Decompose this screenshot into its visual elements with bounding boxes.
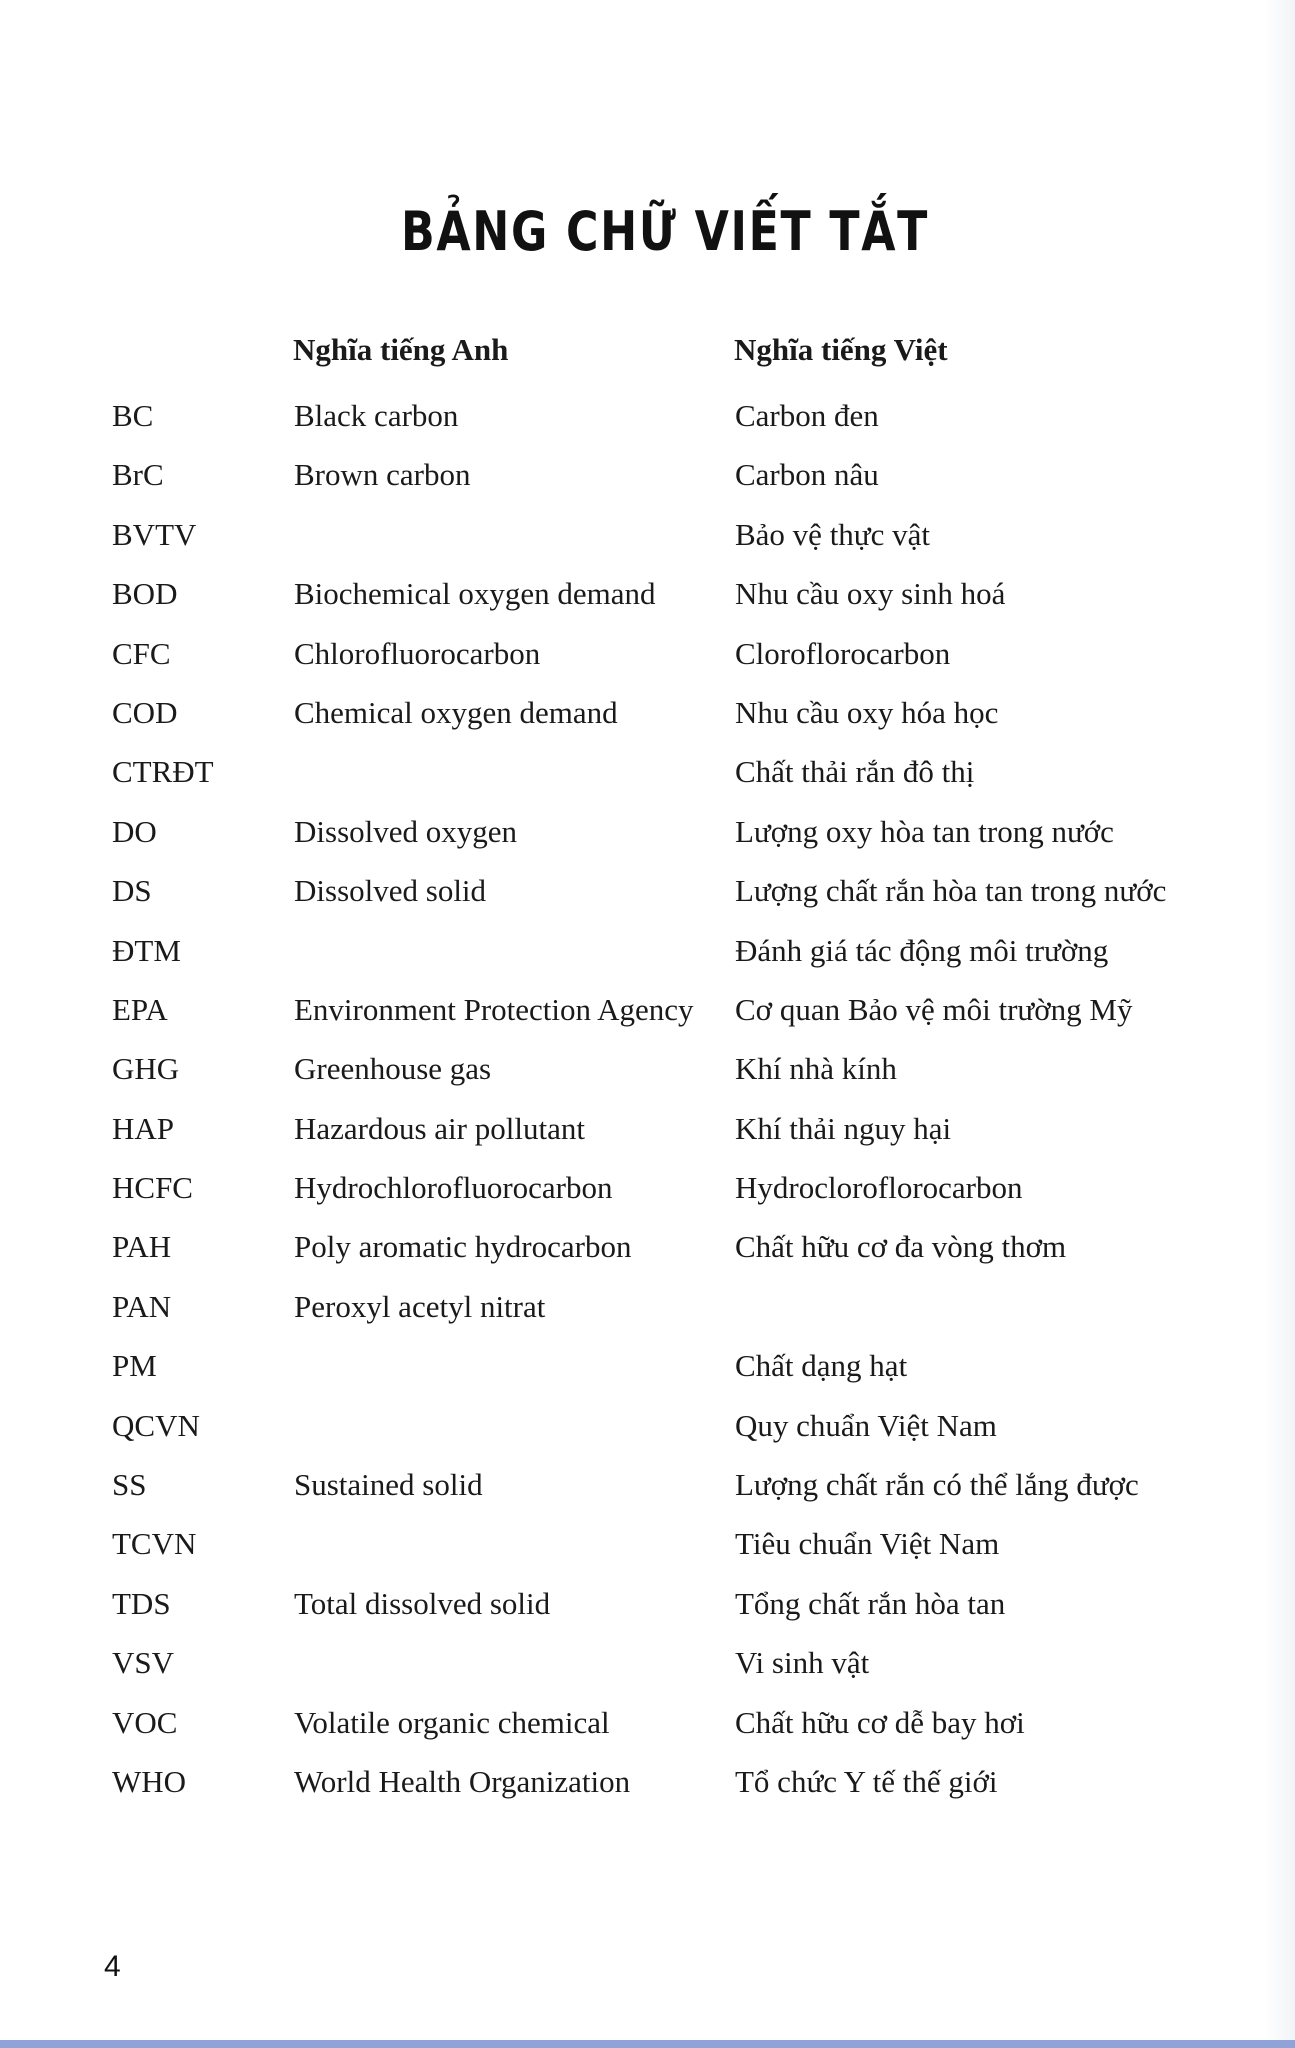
english-meaning: Hydrochlorofluorocarbon [294,1170,613,1206]
table-row [0,746,1295,805]
table-row [0,1697,1295,1756]
table-row [0,1518,1295,1577]
abbreviation: CFC [112,635,171,671]
abbreviation: ĐTM [112,932,181,968]
abbreviation: COD [112,694,178,730]
abbreviation: BrC [112,457,164,493]
vietnamese-meaning: Chất dạng hạt [735,1348,908,1384]
english-meaning: Peroxyl acetyl nitrat [294,1288,546,1324]
vietnamese-meaning: Tổ chức Y tế thế giới [735,1763,998,1799]
abbreviation: VOC [112,1704,178,1740]
vietnamese-meaning: Cloroflorocarbon [735,635,951,671]
vietnamese-meaning: Chất hữu cơ đa vòng thơm [735,1229,1067,1265]
english-meaning: Poly aromatic hydrocarbon [294,1229,632,1265]
table-row [0,1400,1295,1459]
english-meaning: Environment Protection Agency [294,991,694,1027]
abbreviation: SS [112,1467,147,1503]
abbreviation-table [0,390,1295,1815]
table-row [0,568,1295,627]
table-row [0,449,1295,508]
vietnamese-meaning: Bảo vệ thực vật [735,516,930,552]
english-meaning: Dissolved oxygen [294,813,518,849]
vietnamese-meaning: Tổng chất rắn hòa tan [735,1585,1006,1621]
column-header-english: Nghĩa tiếng Anh [293,332,509,367]
table-row [0,806,1295,865]
table-row [0,1756,1295,1815]
table-row [0,1340,1295,1399]
vietnamese-meaning: Lượng chất rắn có thể lắng được [735,1467,1139,1503]
table-row [0,390,1295,449]
vietnamese-meaning: Quy chuẩn Việt Nam [735,1407,997,1443]
abbreviation: EPA [112,991,168,1027]
vietnamese-meaning: Carbon đen [735,398,879,433]
abbreviation: TDS [112,1585,171,1621]
abbreviation: DS [112,873,152,909]
vietnamese-meaning: Cơ quan Bảo vệ môi trường Mỹ [735,991,1133,1027]
english-meaning: Black carbon [294,398,459,433]
vietnamese-meaning: Lượng oxy hòa tan trong nước [735,813,1114,849]
english-meaning: World Health Organization [294,1763,631,1799]
table-row [0,865,1295,924]
abbreviation: BOD [112,576,178,612]
table-row [0,1578,1295,1637]
english-meaning: Chlorofluorocarbon [294,635,541,671]
page-title: BẢNG CHỮ VIẾT TẮT [401,200,929,263]
vietnamese-meaning: Chất thải rắn đô thị [735,754,975,790]
abbreviation: VSV [112,1645,175,1681]
vietnamese-meaning: Đánh giá tác động môi trường [735,932,1109,968]
table-row [0,1281,1295,1340]
english-meaning: Brown carbon [294,457,471,493]
table-row [0,687,1295,746]
abbreviation: TCVN [112,1526,197,1562]
table-row [0,509,1295,568]
table-row [0,1459,1295,1518]
table-row [0,1043,1295,1102]
table-row [0,984,1295,1043]
english-meaning: Dissolved solid [294,873,487,909]
abbreviation: PM [112,1348,157,1384]
abbreviation: BC [112,398,154,433]
scan-border [0,2040,1295,2048]
table-row [0,1221,1295,1280]
abbreviation: WHO [112,1763,187,1799]
vietnamese-meaning: Vi sinh vật [735,1645,870,1681]
abbreviation: DO [112,813,157,849]
abbreviation: QCVN [112,1407,200,1443]
english-meaning: Greenhouse gas [294,1051,492,1087]
vietnamese-meaning: Khí nhà kính [735,1051,897,1087]
abbreviation: CTRĐT [112,754,214,790]
english-meaning: Total dissolved solid [294,1585,551,1621]
english-meaning: Chemical oxygen demand [294,694,618,730]
table-row [0,1103,1295,1162]
table-row [0,628,1295,687]
vietnamese-meaning: Nhu cầu oxy hóa học [735,694,999,730]
vietnamese-meaning: Khí thải nguy hại [735,1110,952,1146]
vietnamese-meaning: Tiêu chuẩn Việt Nam [735,1526,1000,1562]
abbreviation: BVTV [112,516,197,552]
english-meaning: Hazardous air pollutant [294,1110,585,1146]
english-meaning: Sustained solid [294,1467,483,1503]
abbreviation: GHG [112,1051,180,1087]
abbreviation: HCFC [112,1170,193,1206]
table-row [0,1637,1295,1696]
vietnamese-meaning: Carbon nâu [735,457,879,493]
vietnamese-meaning: Lượng chất rắn hòa tan trong nước [735,873,1167,909]
table-row [0,925,1295,984]
vietnamese-meaning: Chất hữu cơ dễ bay hơi [735,1704,1025,1740]
abbreviation: PAN [112,1288,172,1324]
abbreviation: PAH [112,1229,172,1265]
page-number: 4 [104,1950,121,1983]
vietnamese-meaning: Hydrocloroflorocarbon [735,1170,1023,1206]
column-header-vietnamese: Nghĩa tiếng Việt [734,332,948,367]
english-meaning: Volatile organic chemical [294,1704,610,1740]
english-meaning: Biochemical oxygen demand [294,576,656,612]
abbreviation: HAP [112,1110,175,1146]
vietnamese-meaning: Nhu cầu oxy sinh hoá [735,576,1006,612]
table-row [0,1162,1295,1221]
